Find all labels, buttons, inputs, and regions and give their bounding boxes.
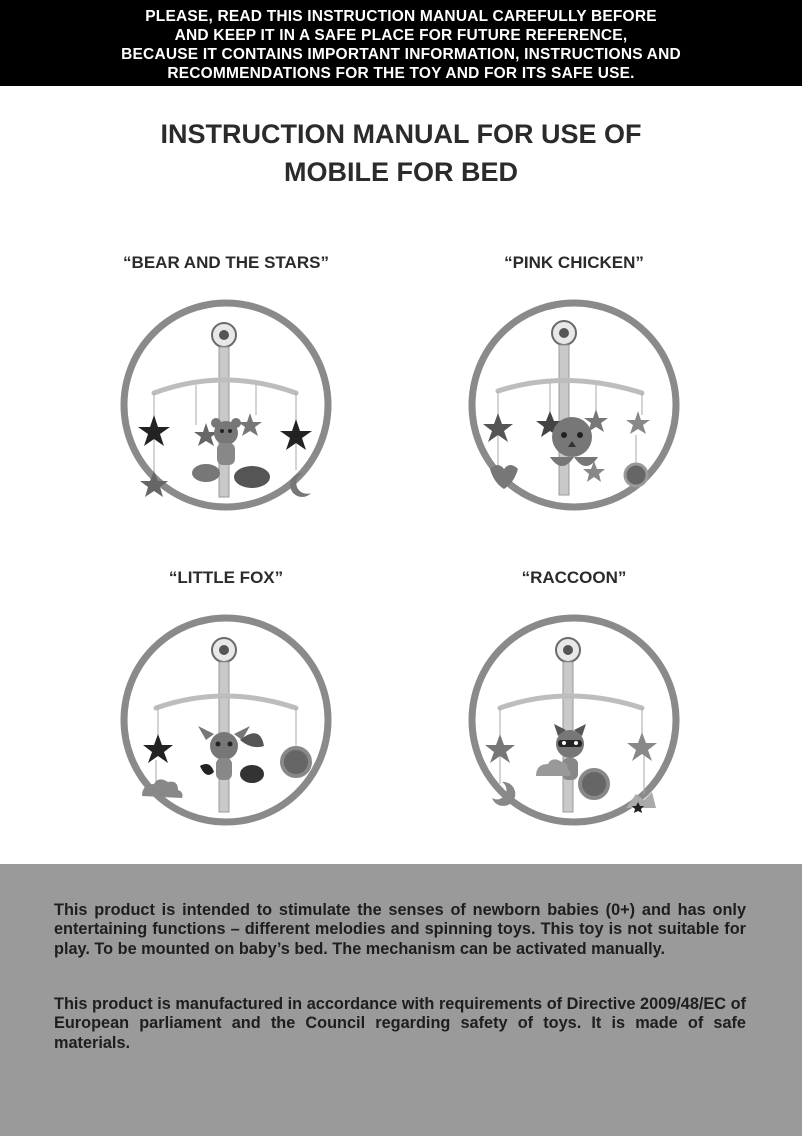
warning-line-1: PLEASE, READ THIS INSTRUCTION MANUAL CAREFULLY BEFORE <box>145 8 657 25</box>
warning-line-2: AND KEEP IT IN A SAFE PLACE FOR FUTURE REFERENCE, <box>174 27 628 44</box>
product-title-fox: “LITTLE FOX” <box>168 568 284 587</box>
compliance-paragraph: This product is manufactured in accordance with requirements of Directive 2009/48/EC of European parliament and the Council regarding safety of toys. It is made of safe materials. <box>54 995 746 1052</box>
warning-line-3: BECAUSE IT CONTAINS IMPORTANT INFORMATION, INSTRUCTIONS AND <box>121 46 681 63</box>
product-title-chicken: “PINK CHICKEN” <box>504 253 644 272</box>
raccoon-mobile-image <box>454 600 694 840</box>
product-title-raccoon: “RACCOON” <box>521 568 627 587</box>
fox-mobile-image <box>106 600 346 840</box>
title-line-1: INSTRUCTION MANUAL FOR USE OF <box>160 119 642 149</box>
warning-banner <box>0 0 802 86</box>
product-purpose-paragraph: This product is intended to stimulate the senses of newborn babies (0+) and has only entertaining functions – different melodies and spinning toys. This toy is not suitable for play. To be mounted on baby’s bed. The mechanism can be activated manually. <box>54 901 746 958</box>
product-title-bear: “BEAR AND THE STARS” <box>123 253 329 272</box>
warning-line-4: RECOMMENDATIONS FOR THE TOY AND FOR ITS SAFE USE. <box>167 65 635 82</box>
page-title <box>0 115 802 191</box>
chicken-mobile-image <box>454 285 694 525</box>
bear-mobile-image <box>106 285 346 525</box>
title-line-2: MOBILE FOR BED <box>284 157 518 187</box>
